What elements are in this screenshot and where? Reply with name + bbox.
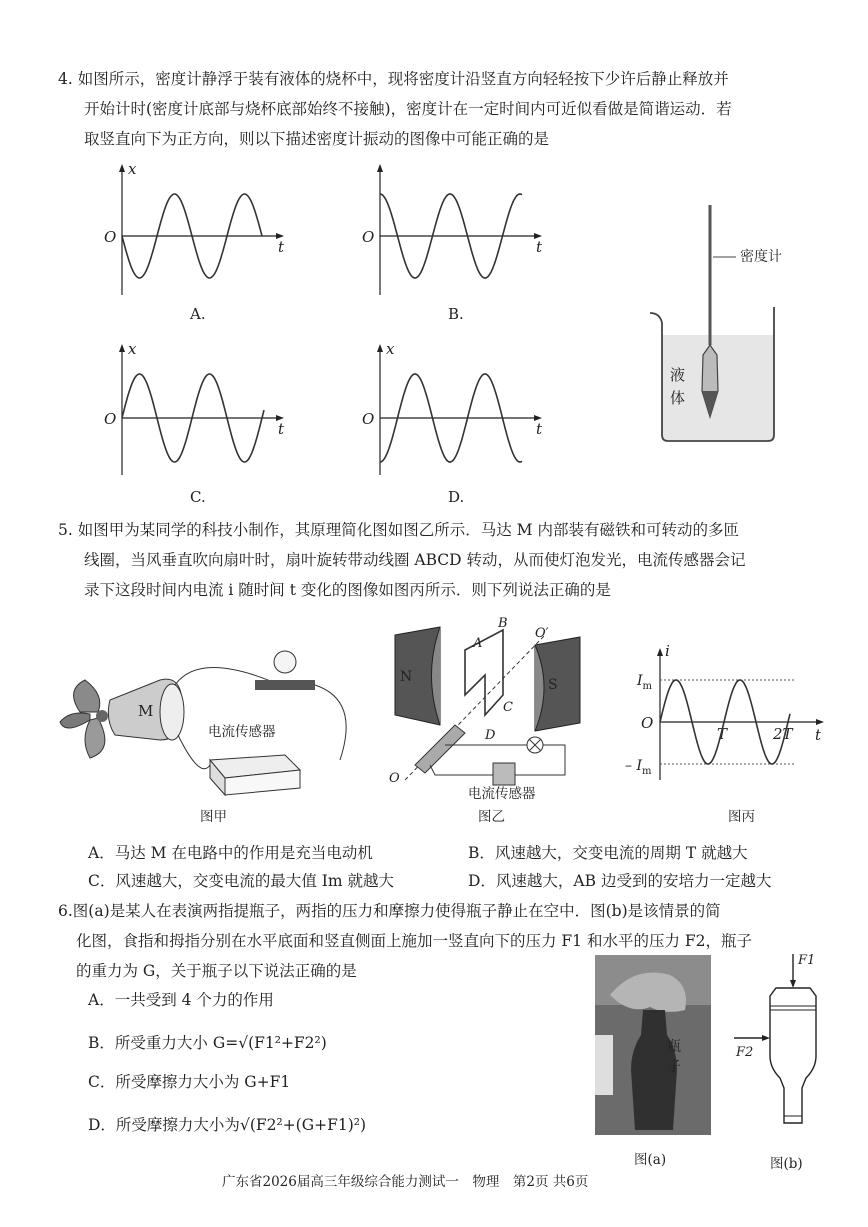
x-label: x [128, 160, 137, 178]
tick-2t: 2T [773, 725, 793, 743]
t-label: t [278, 420, 285, 438]
q5-stem [58, 515, 848, 605]
q6-option-b: B．所受重力大小 G=√(F1²+F2²) [88, 1034, 327, 1052]
fig-b-diagram [730, 948, 840, 1148]
fig-yi [385, 615, 595, 800]
q5-option-a: A．马达 M 在电路中的作用是充当电动机 [88, 844, 373, 862]
q4-line3: 取竖直向下为正方向，则以下描述密度计振动的图像中可能正确的是 [84, 130, 550, 148]
wire-right [315, 685, 346, 760]
fig-bing-caption: 图丙 [728, 809, 755, 825]
fig-bing [625, 640, 835, 785]
q4-graph-d [358, 340, 558, 480]
origin-label: O [104, 228, 117, 246]
q5-option-d: D．风速越大，AB 边受到的安培力一定越大 [468, 872, 772, 890]
pt-o: O [389, 771, 400, 786]
motor-end [160, 684, 184, 740]
pole-s: S [548, 677, 558, 693]
q4-line2: 开始计时(密度计底部与烧杯底部始终不接触)，密度计在一定时间内可近似看做是简谐运动．若 [84, 100, 732, 118]
q4-line1: 4. 如图所示，密度计静浮于装有液体的烧杯中，现将密度计沿竖直方向轻轻按下少许后静止释放并 [58, 70, 729, 88]
y-arrow [119, 164, 125, 172]
t-label: t [536, 420, 543, 438]
origin-label: O [641, 714, 654, 732]
t-label: t [536, 238, 543, 256]
q6-line3: 的重力为 G，关于瓶子以下说法正确的是 [76, 962, 357, 980]
q6-option-c: C．所受摩擦力大小为 G+F1 [88, 1073, 291, 1091]
hydrometer-label: 密度计 [740, 249, 782, 265]
q6-line1: 6.图(a)是某人在表演两指提瓶子，两指的压力和摩擦力使得瓶子静止在空中．图(b)是该情景的简 [58, 902, 721, 920]
y-arrow [377, 164, 383, 172]
lamp-base [255, 680, 315, 690]
t-label: t [278, 238, 285, 256]
pt-d: D [485, 728, 496, 743]
pt-o-prime: O′ [535, 626, 549, 641]
sensor-label-yi: 电流传感器 [468, 786, 536, 802]
fan-blade-1 [74, 680, 100, 712]
bulb-icon [274, 651, 296, 673]
fan-blade-3 [60, 713, 90, 728]
origin-label: O [104, 410, 117, 428]
bottle-outline [770, 988, 816, 1123]
fan-blade-2 [85, 718, 105, 758]
coil-abcd [465, 630, 503, 715]
circuit-wire-2 [430, 765, 493, 775]
t-label: t [815, 726, 822, 744]
sensor-label-jia: 电流传感器 [208, 724, 276, 740]
f1-label: F1 [798, 953, 816, 968]
q5-option-b: B．风速越大，交变电流的周期 T 就越大 [468, 844, 748, 862]
tick-t: T [717, 725, 728, 743]
im-pos-label: $I_m$ [637, 673, 653, 692]
liquid-label-2: 体 [670, 389, 686, 407]
q5-line3: 录下这段时间内电流 i 随时间 t 变化的图像如图丙所示．则下列说法正确的是 [84, 581, 611, 599]
q4-label-b: B. [448, 305, 464, 323]
q6-option-a: A．一共受到 4 个力的作用 [88, 991, 274, 1009]
i-label: i [665, 642, 670, 660]
fan-hub [96, 710, 108, 722]
motor-label: M [138, 702, 154, 720]
q4-graph-a [100, 160, 300, 300]
i-arrow [657, 648, 663, 656]
y-arrow [119, 344, 125, 352]
slip-rings [415, 725, 465, 773]
pole-n: N [400, 669, 413, 685]
q4-graph-c [100, 340, 300, 480]
q5-line1: 5. 如图甲为某同学的科技小制作，其原理简化图如图乙所示．马达 M 内部装有磁铁和可转动的多匝 [58, 521, 739, 539]
im-neg-label: – $I_m$ [625, 758, 652, 777]
photo-label-2: 子 [667, 1059, 681, 1075]
q4-number: 4. [58, 70, 73, 88]
page-footer: 广东省2026届高三年级综合能力测试一 物理 第2页 共6页 [222, 1174, 589, 1190]
q6-line2: 化图，食指和拇指分别在水平底面和竖直侧面上施加一竖直向下的压力 F1 和水平的压力 F2，瓶子 [76, 932, 753, 950]
q5-option-c: C．风速越大，交变电流的最大值 Im 就越大 [88, 872, 395, 890]
pt-b: B [498, 616, 508, 631]
q5-number: 5. [58, 521, 73, 539]
x-label: x [386, 340, 395, 358]
fig-b-caption: 图(b) [770, 1156, 803, 1172]
q4-stem [58, 64, 838, 154]
photo-label-1: 瓶 [667, 1039, 681, 1055]
q6-number: 6. [58, 902, 73, 920]
q5-line2: 线圈，当风垂直吹向扇叶时，扇叶旋转带动线圈 ABCD 转动，从而使灯泡发光，电流传感器会记 [84, 551, 746, 569]
fig-jia-caption: 图甲 [200, 809, 227, 825]
f2-label: F2 [736, 1045, 754, 1060]
y-arrow [377, 344, 383, 352]
origin-label: O [362, 228, 375, 246]
f2-arrowhead [762, 1035, 770, 1041]
q6-option-d: D．所受摩擦力大小为√(F2²+(G+F1)²) [88, 1116, 367, 1134]
t-arrow [816, 719, 824, 725]
fig-a-caption: 图(a) [634, 1152, 667, 1168]
background-object [595, 1035, 613, 1095]
q4-label-a: A. [190, 305, 206, 323]
fig-yi-caption: 图乙 [478, 809, 505, 825]
liquid-label-1: 液 [670, 366, 686, 384]
origin-label: O [362, 410, 375, 428]
q4-graph-b [358, 160, 558, 300]
beaker-illustration [640, 195, 830, 450]
pt-a: A [473, 636, 483, 651]
fig-a-photo [595, 955, 711, 1135]
f1-arrowhead [790, 980, 796, 988]
wire-bottom [178, 735, 210, 769]
x-label: x [128, 340, 137, 358]
q4-label-d: D. [448, 488, 465, 506]
pt-c: C [503, 700, 513, 715]
q4-label-c: C. [190, 488, 206, 506]
fig-jia [60, 640, 360, 805]
